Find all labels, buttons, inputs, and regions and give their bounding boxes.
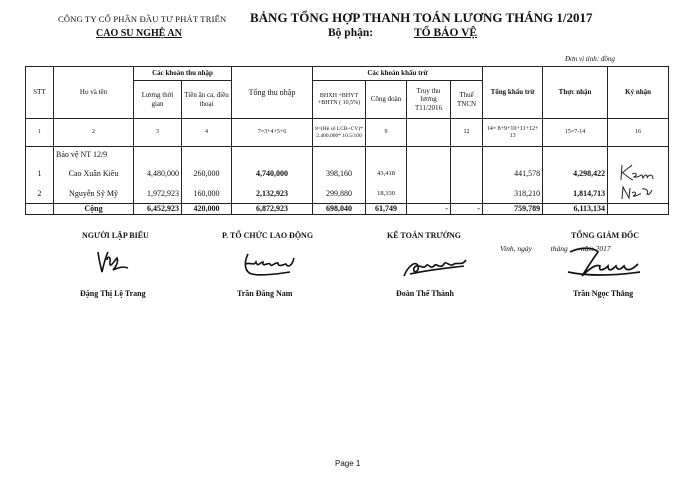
signer-name-accountant: Đoàn Thế Thành xyxy=(396,289,454,298)
formula-arrears xyxy=(407,119,451,147)
totals-salary: 6,452,923 xyxy=(134,203,182,214)
payroll-table xyxy=(25,66,669,215)
table-row xyxy=(26,163,669,185)
header-insurance: BHXH +BHYT +BHTN ( 10,5%) xyxy=(313,81,366,119)
row-net-pay: 4,298,422 xyxy=(543,163,608,185)
group-label: Bảo vệ NT 12/9 xyxy=(54,147,134,163)
row-name: Cao Xuân Kiều xyxy=(54,163,134,185)
formula-allowance: 4 xyxy=(182,119,232,147)
totals-union: 61,749 xyxy=(366,203,407,214)
row-stt: 2 xyxy=(26,185,54,204)
signature-director xyxy=(562,242,644,284)
row-stt: 1 xyxy=(26,163,54,185)
row-insurance: 299,880 xyxy=(313,185,366,204)
signature-accountant xyxy=(398,252,470,282)
totals-total-income: 6,872,923 xyxy=(232,203,313,214)
document-title: BẢNG TỔNG HỢP THANH TOÁN LƯƠNG THÁNG 1/2017 xyxy=(250,10,593,25)
header-name: Họ và tên xyxy=(54,67,134,119)
row-union: 43,418 xyxy=(366,163,407,185)
header-salary: Lương thời gian xyxy=(134,81,182,119)
row-allowance: 160,000 xyxy=(182,185,232,204)
row-allowance: 260,000 xyxy=(182,163,232,185)
formula-insurance: 8=(Hệ số LCB+CV)* 2.400.000* 10.5/100 xyxy=(313,119,366,147)
row-union: 18,330 xyxy=(366,185,407,204)
header-allowance: Tiền ăn ca, điều thoại xyxy=(182,81,232,119)
header-signature: Ký nhận xyxy=(608,67,669,119)
row-signature xyxy=(608,185,669,204)
header-tax: Thuế TNCN xyxy=(451,81,483,119)
totals-arrears: - xyxy=(407,203,451,214)
formula-total-income: 7=3+4+5+6 xyxy=(232,119,313,147)
row-salary: 1,972,923 xyxy=(134,185,182,204)
totals-insurance: 698,040 xyxy=(313,203,366,214)
row-total-income: 2,132,923 xyxy=(232,185,313,204)
totals-total-deduction: 759,789 xyxy=(483,203,543,214)
handwritten-signature-kieu xyxy=(618,163,658,183)
department-label: Bộ phận: xyxy=(328,27,374,39)
header-stt: STT xyxy=(26,67,54,119)
row-total-deduction: 318,210 xyxy=(483,185,543,204)
totals-tax: - xyxy=(451,203,483,214)
row-name: Nguyễn Sỹ Mỹ xyxy=(54,185,134,204)
formula-net-pay: 15=7-14 xyxy=(543,119,608,147)
formula-tax: 12 xyxy=(451,119,483,147)
header-total-deduction: Tổng khấu trừ xyxy=(483,67,543,119)
formula-salary: 3 xyxy=(134,119,182,147)
date-line: Vinh, ngày tháng năm 2017 xyxy=(500,244,611,253)
formula-signature: 16 xyxy=(608,119,669,147)
formula-name: 2 xyxy=(54,119,134,147)
department-value: TỔ BẢO VỆ xyxy=(414,27,478,39)
row-salary: 4,480,000 xyxy=(134,163,182,185)
row-insurance: 398,160 xyxy=(313,163,366,185)
signer-title-accountant: KẾ TOÁN TRƯỞNG xyxy=(387,231,461,240)
company-name-line1: CÔNG TY CỔ PHẦN ĐẦU TƯ PHÁT TRIỂN xyxy=(58,14,227,24)
currency-unit-note: Đơn vị tính: đồng xyxy=(565,55,615,63)
formula-union: 9 xyxy=(366,119,407,147)
row-total-deduction: 441,578 xyxy=(483,163,543,185)
header-total-income: Tổng thu nhập xyxy=(232,67,313,119)
signature-hr xyxy=(238,250,300,280)
totals-allowance: 420,000 xyxy=(182,203,232,214)
header-deduction-group: Các khoản khấu trừ xyxy=(313,67,483,81)
company-name-line2: CAO SU NGHỆ AN xyxy=(96,28,182,39)
page-number: Page 1 xyxy=(335,459,361,468)
totals-row xyxy=(26,203,669,214)
handwritten-signature-my xyxy=(618,185,658,201)
formula-total-deduction: 14= 8+9+10+11+12+ 13 xyxy=(483,119,543,147)
signer-name-hr: Trần Đăng Nam xyxy=(237,289,293,298)
signer-title-preparer: NGƯỜI LẬP BIỂU xyxy=(82,231,149,240)
row-net-pay: 1,814,713 xyxy=(543,185,608,204)
signer-title-director: TỔNG GIÁM ĐỐC xyxy=(571,231,639,240)
signer-name-director: Trần Ngọc Thắng xyxy=(573,289,634,298)
header-net-pay: Thực nhận xyxy=(543,67,608,119)
group-row-stt xyxy=(26,147,54,163)
totals-label: Cộng xyxy=(54,203,134,214)
header-union: Công đoàn xyxy=(366,81,407,119)
signer-name-preparer: Đặng Thị Lệ Trang xyxy=(80,289,146,298)
totals-net-pay: 6,113,134 xyxy=(543,203,608,214)
row-signature xyxy=(608,163,669,185)
signer-title-hr: P. TỔ CHỨC LAO ĐỘNG xyxy=(222,231,314,240)
header-arrears: Truy thu lương T11/2016 xyxy=(407,81,451,119)
header-income-group: Các khoản thu nhập xyxy=(134,67,232,81)
table-row xyxy=(26,185,669,204)
signature-preparer xyxy=(95,248,135,278)
row-total-income: 4,740,000 xyxy=(232,163,313,185)
formula-stt: 1 xyxy=(26,119,54,147)
